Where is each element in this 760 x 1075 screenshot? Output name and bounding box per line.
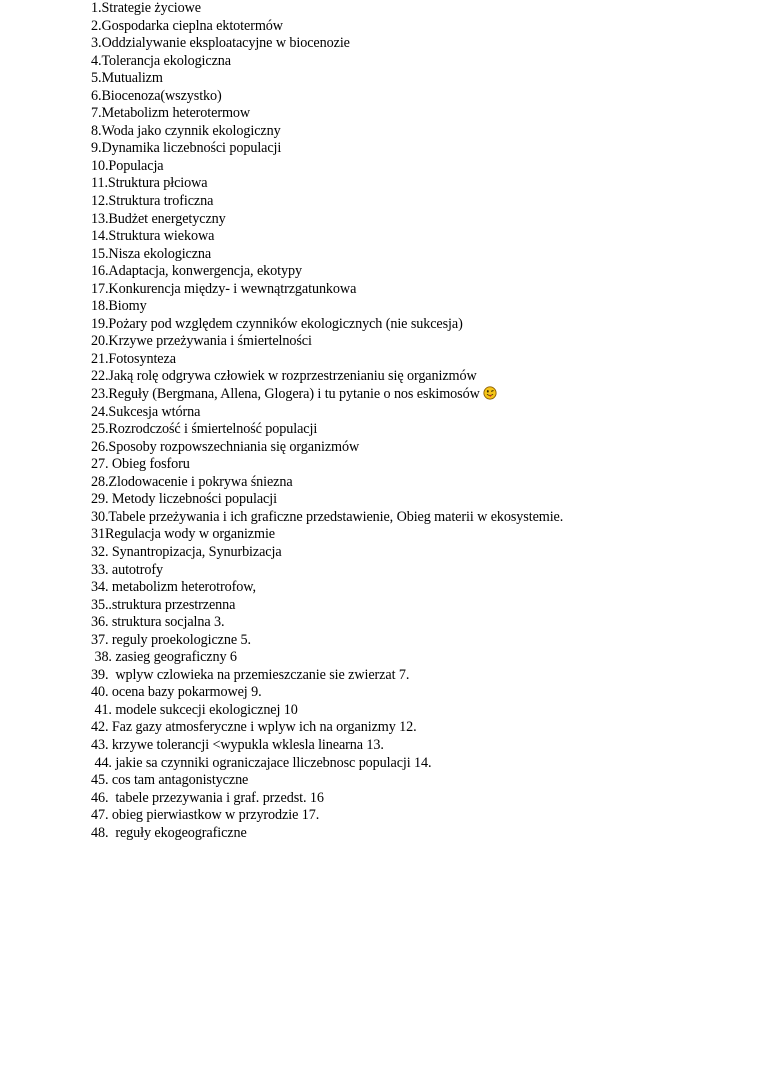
list-item [91, 228, 563, 246]
list-item [91, 562, 563, 580]
list-item-text: 19.Pożary pod względem czynników ekologicznych (nie sukcesja) [91, 315, 463, 332]
list-item-text: 26.Sposoby rozpowszechniania się organizmów [91, 438, 360, 455]
list-item [91, 105, 563, 123]
list-item-text: 12.Struktura troficzna [91, 193, 214, 210]
list-item [91, 386, 563, 404]
list-item-text: 7.Metabolizm heterotermow [91, 105, 251, 122]
list-item-text: 16.Adaptacja, konwergencja, ekotypy [91, 263, 302, 280]
list-item [91, 579, 563, 597]
list-item [91, 684, 563, 702]
list-item [91, 140, 563, 158]
list-item-text: 10.Populacja [91, 157, 164, 174]
list-item-text: 3.Oddzialywanie eksploatacyjne w biocenozie [91, 35, 350, 52]
list-item [91, 544, 563, 562]
list-item [91, 597, 563, 615]
list-item-text: 1.Strategie życiowe [91, 0, 201, 16]
tongue-out-smiley-icon [483, 386, 497, 400]
list-item-text: 11.Struktura płciowa [91, 175, 208, 192]
list-item [91, 456, 563, 474]
list-item-text: 30.Tabele przeżywania i ich graficzne przedstawienie, Obieg materii w ekosystemie. [91, 508, 564, 525]
list-item-text: 35..struktura przestrzenna [91, 596, 236, 613]
list-item [91, 281, 563, 299]
list-item-text: 36. struktura socjalna 3. [91, 614, 225, 631]
list-item [91, 368, 563, 386]
list-item-text: 37. reguly proekologiczne 5. [91, 631, 251, 648]
list-item [91, 123, 563, 141]
list-item-text: 24.Sukcesja wtórna [91, 403, 201, 420]
list-item-text: 39. wplyw czlowieka na przemieszczanie sie zwierzat 7. [91, 666, 410, 683]
list-item-text: 45. cos tam antagonistyczne [91, 772, 249, 789]
list-item-text: 46. tabele przezywania i graf. przedst. 16 [91, 789, 324, 806]
list-item-text: 33. autotrofy [91, 561, 163, 578]
list-item [91, 333, 563, 351]
list-item [91, 439, 563, 457]
list-item-text: 20.Krzywe przeżywania i śmiertelności [91, 333, 312, 350]
list-item-text: 4.Tolerancja ekologiczna [91, 52, 231, 69]
list-item [91, 404, 563, 422]
list-item-text: 22.Jaką rolę odgrywa człowiek w rozprzestrzenianiu się organizmów [91, 368, 477, 385]
list-item-text: 15.Nisza ekologiczna [91, 245, 212, 262]
list-item [91, 526, 563, 544]
list-item-text: 32. Synantropizacja, Synurbizacja [91, 543, 282, 560]
list-item-text: 31Regulacja wody w organizmie [91, 526, 275, 543]
topic-list [91, 0, 563, 842]
list-item [91, 211, 563, 229]
list-item-text: 27. Obieg fosforu [91, 456, 190, 473]
list-item [91, 88, 563, 106]
list-item [91, 263, 563, 281]
list-item-text: 44. jakie sa czynniki ograniczajace lliczebnosc populacji 14. [91, 754, 432, 771]
list-item [91, 316, 563, 334]
list-item-text: 48. reguły ekogeograficzne [91, 824, 247, 841]
list-item-text: 41. modele sukcecji ekologicznej 10 [91, 701, 298, 718]
list-item [91, 0, 563, 18]
list-item-text: 43. krzywe tolerancji <wypukla wklesla linearna 13. [91, 736, 384, 753]
list-item [91, 614, 563, 632]
list-item [91, 35, 563, 53]
list-item [91, 158, 563, 176]
list-item-text: 2.Gospodarka cieplna ektotermów [91, 17, 283, 34]
list-item-text: 8.Woda jako czynnik ekologiczny [91, 122, 281, 139]
list-item-text: 14.Struktura wiekowa [91, 228, 215, 245]
list-item-text: 34. metabolizm heterotrofow, [91, 579, 256, 596]
list-item [91, 790, 563, 808]
list-item-text: 42. Faz gazy atmosferyczne i wplyw ich na organizmy 12. [91, 719, 417, 736]
list-item-text: 5.Mutualizm [91, 70, 163, 87]
list-item [91, 175, 563, 193]
list-item [91, 351, 563, 369]
list-item [91, 421, 563, 439]
list-item [91, 649, 563, 667]
list-item-text: 6.Biocenoza(wszystko) [91, 87, 222, 104]
list-item-text: 9.Dynamika liczebności populacji [91, 140, 282, 157]
list-item [91, 246, 563, 264]
list-item [91, 772, 563, 790]
list-item [91, 737, 563, 755]
list-item-text: 47. obieg pierwiastkow w przyrodzie 17. [91, 807, 320, 824]
list-item-text: 25.Rozrodczość i śmiertelność populacji [91, 421, 318, 438]
list-item [91, 491, 563, 509]
list-item [91, 667, 563, 685]
list-item-text: 18.Biomy [91, 298, 147, 315]
list-item-text: 38. zasieg geograficzny 6 [91, 649, 237, 666]
list-item [91, 298, 563, 316]
list-item [91, 632, 563, 650]
list-item-text: 28.Zlodowacenie i pokrywa śniezna [91, 473, 293, 490]
list-item-text: 17.Konkurencja między- i wewnątrzgatunkowa [91, 280, 357, 297]
list-item-text: 29. Metody liczebności populacji [91, 491, 277, 508]
list-item [91, 702, 563, 720]
list-item [91, 193, 563, 211]
list-item [91, 18, 563, 36]
list-item [91, 755, 563, 773]
list-item-text: 40. ocena bazy pokarmowej 9. [91, 684, 262, 701]
list-item-text: 21.Fotosynteza [91, 350, 176, 367]
list-item [91, 719, 563, 737]
list-item [91, 509, 563, 527]
list-item [91, 825, 563, 843]
list-item [91, 474, 563, 492]
list-item-text: 23.Reguły (Bergmana, Allena, Glogera) i tu pytanie o nos eskimosów [91, 386, 480, 403]
list-item [91, 807, 563, 825]
list-item [91, 70, 563, 88]
list-item [91, 53, 563, 71]
list-item-text: 13.Budżet energetyczny [91, 210, 226, 227]
